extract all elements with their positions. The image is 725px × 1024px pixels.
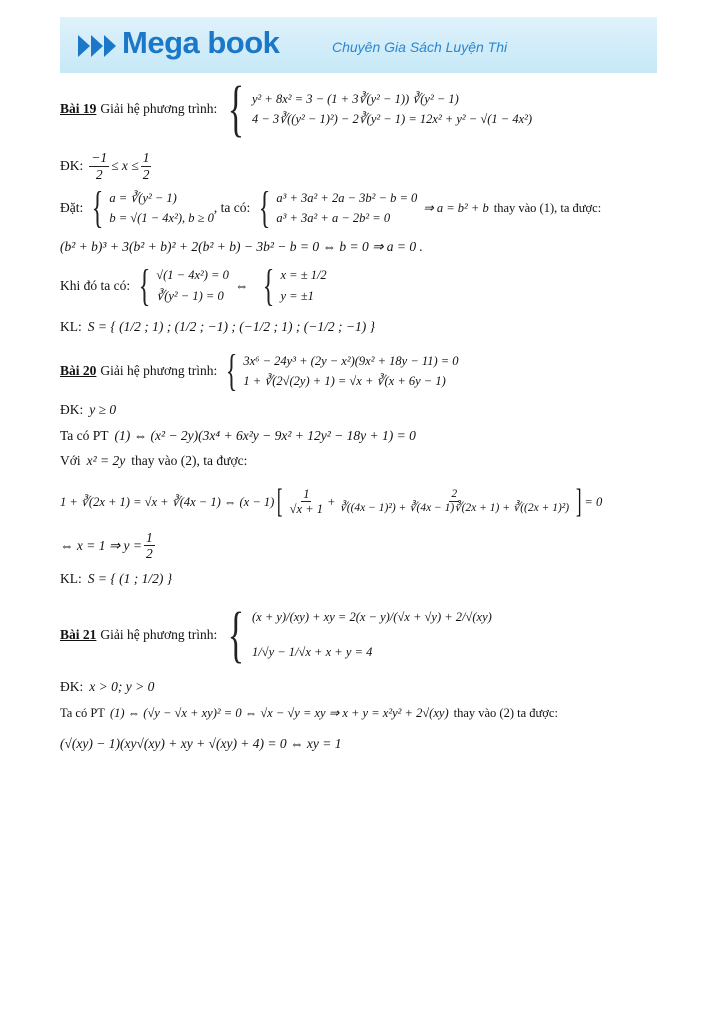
solution-set: S = { (1/2 ; 1) ; (1/2 ; −1) ; (−1/2 ; 1) ; (−1/2 ; −1) }	[87, 318, 376, 334]
pt-line	[60, 705, 680, 721]
frac-num: −1	[91, 150, 108, 165]
equation-rhs: = 0	[584, 494, 603, 509]
frac-den: ∛((4x − 1)²) + ∛(4x − 1)∛(2x + 1) + ∛((2x + 1)²)	[339, 502, 570, 515]
khido-line	[60, 260, 680, 310]
equation-system	[221, 346, 459, 396]
condition-line	[60, 401, 680, 419]
conclusion-line	[60, 570, 680, 588]
frac-num: 2	[449, 488, 459, 502]
voi-text: thay vào (2), ta được:	[131, 453, 248, 469]
pt-label: Ta có PT	[60, 706, 105, 721]
khido-label: Khi đó ta có:	[60, 277, 131, 293]
tagline: Chuyên Gia Sách Luyện Thi	[332, 39, 508, 55]
thayvao-text: thay vào (2) ta được:	[453, 706, 558, 721]
frac-den: 2	[142, 166, 150, 182]
kl-label: KL:	[60, 318, 82, 334]
substitution-line	[60, 183, 680, 233]
system-brace: {	[225, 346, 238, 396]
equation-line: b = √(1 − 4x²), b ≥ 0	[109, 211, 214, 226]
system-brace: {	[263, 260, 275, 310]
problem-intro: Giải hệ phương trình:	[100, 363, 218, 379]
condition-line	[60, 150, 680, 182]
logo-text: Mega book	[122, 25, 280, 60]
frac-den: 2	[95, 166, 103, 182]
equation-lhs: 1 + ∛(2x + 1) = √x + ∛(4x − 1) ⇔ (x − 1)	[60, 494, 275, 509]
frac-num: 1	[142, 150, 150, 165]
main-equation: 1 + ∛(2x + 1) = √x + ∛(4x − 1) ⇔ (x − 1) [ $\frac{1}{√x + 1}$ + $\frac{2}{\text{∛((4x − 1)²) + ∛(4x − 1)∛(2x + 1) + ∛((2x + 1)²)}}$ ] = 0	[60, 482, 603, 520]
dk-label: ĐK:	[60, 678, 84, 694]
equation-line: (x + y)/(xy) + xy = 2(x − y)/(√x + √y) + 2/√(xy)	[251, 610, 492, 625]
khido-system	[134, 260, 229, 310]
equation-line: a³ + 3a² + a − 2b² = 0	[276, 211, 391, 226]
implies-expr: ⇒ a = b² + b	[423, 200, 489, 215]
pt-line	[60, 427, 680, 445]
frac-den: √x + 1	[289, 502, 323, 517]
result-line	[60, 530, 680, 562]
equation-line: y = ±1	[280, 288, 314, 303]
system-brace: {	[92, 183, 104, 233]
problem-label: Bài 20	[60, 363, 97, 379]
voi-expr: x² = 2y	[86, 453, 126, 469]
equation-line: x = ± 1/2	[280, 268, 327, 283]
derived-equation: (b² + b)³ + 3(b² + b)² + 2(b² + b) − 3b² − b = 0 ⇔ b = 0 ⇒ a = 0 .	[60, 239, 423, 255]
equation-system	[221, 75, 533, 143]
dk-label: ĐK:	[60, 402, 84, 418]
kl-label: KL:	[60, 570, 82, 586]
problem-20-statement	[60, 346, 680, 396]
frac-num: 1	[303, 486, 310, 501]
pt-expr: (1) ⇔ (x² − 2y)(3x⁴ + 6x²y − 9x² + 12y² − 18y + 1) = 0	[114, 427, 416, 443]
document-body	[60, 74, 680, 753]
system-brace: {	[138, 260, 151, 310]
system-brace: {	[227, 75, 245, 143]
header-banner	[60, 17, 657, 73]
equation-line: 1/√y − 1/√x + x + y = 4	[251, 644, 373, 659]
condition-mid: ≤ x ≤	[111, 158, 139, 174]
condition-line	[60, 678, 680, 696]
equivalence-symbol: ⇔	[234, 277, 249, 293]
taco-text: , ta có:	[213, 200, 251, 216]
condition-expr: x > 0; y > 0	[89, 678, 155, 694]
pt-expr: (1) ⇔ (√y − √x + xy)² = 0 ⇔ √x − √y = xy ⇒ x + y = x²y² + 2√(xy)	[109, 706, 449, 721]
derived-system	[254, 183, 418, 233]
problem-label: Bài 19	[60, 101, 97, 117]
equation-line: ∛(y² − 1) = 0	[156, 288, 224, 303]
conclusion-line	[60, 318, 680, 336]
thayvao-text: thay vào (1), ta được:	[493, 200, 602, 215]
substitution-system	[87, 183, 214, 233]
equation-line: 3x⁶ − 24y³ + (2y − x²)(9x² + 18y − 11) = 0	[243, 353, 459, 368]
frac-num: 1	[146, 529, 153, 545]
voi-line	[60, 452, 680, 470]
condition-expr: y ≥ 0	[89, 402, 117, 418]
equation-line: y² + 8x² = 3 − (1 + 3∛(y² − 1)) ∛(y² − 1)	[251, 91, 459, 106]
equation-system	[221, 600, 492, 669]
problem-intro: Giải hệ phương trình:	[100, 626, 218, 642]
voi-label: Với	[60, 453, 81, 469]
dat-label: Đặt:	[60, 200, 84, 216]
frac-den: 2	[146, 546, 153, 562]
equation-line: 1 + ∛(2√(2y) + 1) = √x + ∛(x + 6y − 1)	[243, 374, 446, 389]
problem-19-statement	[60, 75, 680, 143]
equation-line: √(1 − 4x²) = 0	[156, 268, 229, 283]
solution-set: S = { (1 ; 1/2) }	[87, 570, 173, 586]
khido-result	[258, 260, 327, 310]
dk-label: ĐK:	[60, 158, 84, 174]
problem-21-statement	[60, 600, 680, 669]
equation-line: a³ + 3a² + 2a − 3b² − b = 0	[276, 190, 418, 205]
problem-intro: Giải hệ phương trình:	[100, 101, 218, 117]
equation-line: 4 − 3∛((y² − 1)²) − 2∛(y² − 1) = 12x² + y² − √(1 − 4x²)	[251, 112, 533, 126]
problem-label: Bài 21	[60, 626, 97, 642]
final-equation: (√(xy) − 1)(xy√(xy) + xy + √(xy) + 4) = 0 ⇔ xy = 1	[60, 736, 342, 752]
pt-label: Ta có PT	[60, 427, 109, 443]
logo-arrows-icon	[78, 33, 120, 59]
result-expr: ⇔ x = 1 ⇒ y =	[60, 538, 143, 554]
system-brace: {	[227, 600, 245, 669]
equation-line: a = ∛(y² − 1)	[109, 190, 177, 205]
system-brace: {	[258, 183, 271, 233]
